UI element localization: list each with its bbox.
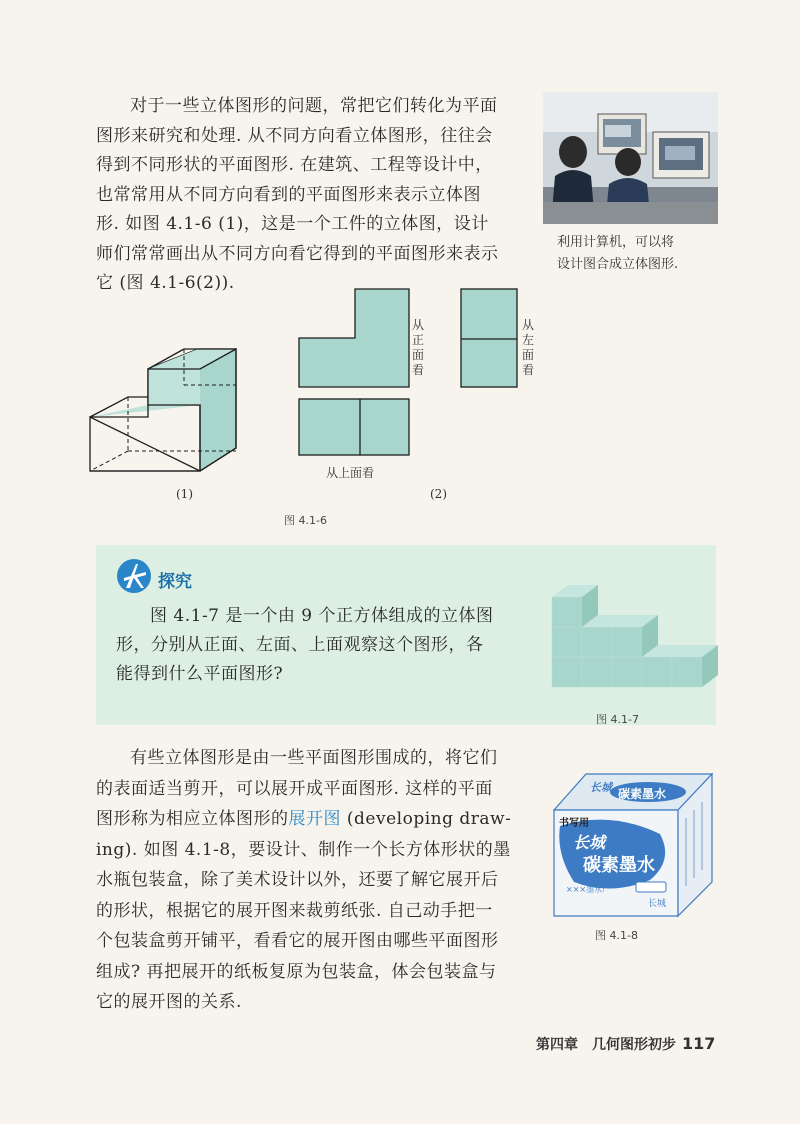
left-view-label-char-1: 从 <box>521 318 534 332</box>
explore-icon <box>116 558 152 594</box>
front-view-shape <box>298 288 410 388</box>
intro-paragraph <box>96 92 536 299</box>
figure-4-1-7-caption: 图 4.1-7 <box>596 713 639 726</box>
photo-caption-line-1: 利用计算机，可以将 <box>557 235 675 250</box>
front-view-label-char-3: 面 <box>411 348 424 362</box>
chapter-title: 第四章 几何图形初步 <box>536 1037 676 1053</box>
box-front-brand: 长城 <box>573 833 606 852</box>
net-line-6: 的形状，根据它的展开图来裁剪纸张. 自己动手把一 <box>96 900 493 921</box>
left-view-shape <box>460 288 518 388</box>
stepped-solid-figure <box>88 345 248 475</box>
intro-line-5: 形. 如图 4.1-6 (1)，这是一个工件的立体图，设计 <box>96 214 489 234</box>
explore-paragraph <box>116 602 536 689</box>
box-front-product: 碳素墨水 <box>583 855 655 876</box>
left-view-label <box>521 318 535 378</box>
box-front-maker: ×××墨水厂 <box>566 885 611 894</box>
left-view-label-char-2: 左 <box>521 333 534 347</box>
net-line-3-pre: 图形称为相应立体图形的 <box>96 809 289 829</box>
front-view-label-char-4: 看 <box>411 363 424 377</box>
explore-line-3: 能得到什么平面图形? <box>116 664 284 684</box>
box-front-tag: 书写用 <box>559 818 589 829</box>
intro-line-2: 图形来研究和处理. 从不同方向看立体图形，往往会 <box>96 125 493 146</box>
intro-line-4: 也常常用从不同方向看到的平面图形来表示立体图 <box>96 184 481 205</box>
intro-line-3: 得到不同形状的平面图形. 在建筑、工程等设计中， <box>96 155 493 175</box>
intro-line-1: 对于一些立体图形的问题，常把它们转化为平面 <box>130 96 498 116</box>
net-line-2: 的表面适当剪开，可以展开成平面图形. 这样的平面 <box>96 778 493 799</box>
box-top-brand: 长城 <box>590 781 612 794</box>
net-line-3 <box>96 804 536 835</box>
net-line-1: 有些立体图形是由一些平面图形围成的，将它们 <box>130 748 498 768</box>
figure-4-1-6-sub2-label: (2) <box>430 487 447 501</box>
page-number: 117 <box>682 1034 716 1053</box>
figure-4-1-6-caption: 图 4.1-6 <box>284 514 327 527</box>
nine-cube-figure <box>548 583 716 695</box>
left-view-label-char-3: 面 <box>521 348 534 362</box>
net-paragraph <box>96 743 536 1018</box>
net-line-7: 个包装盒剪开铺平，看看它的展开图由哪些平面图形 <box>96 931 499 951</box>
box-side-brand: 长城 <box>648 899 667 909</box>
developing-drawing-term: 展开图 <box>288 809 341 829</box>
net-line-4: ing). 如图 4.1-8，要设计、制作一个长方体形状的墨 <box>96 839 511 860</box>
explore-title: 探究 <box>158 572 192 592</box>
net-line-5: 水瓶包装盒，除了美术设计以外，还要了解它展开后 <box>96 870 499 890</box>
computer-photo <box>543 92 718 224</box>
net-line-8: 组成? 再把展开的纸板复原为包装盒，体会包装盒与 <box>96 961 497 982</box>
top-view-shape <box>298 398 410 456</box>
net-line-9: 它的展开图的关系. <box>96 992 242 1012</box>
intro-line-7: 它 (图 4.1-6(2)). <box>96 273 235 293</box>
photo-caption-line-2: 设计图合成立体图形. <box>557 257 679 272</box>
top-view-label: 从上面看 <box>326 466 375 480</box>
intro-line-6: 师们常常画出从不同方向看它得到的平面图形来表示 <box>96 243 499 264</box>
explore-line-2: 形，分别从正面、左面、上面观察这个图形，各 <box>116 635 484 655</box>
page-footer <box>536 1034 715 1054</box>
front-view-label-char-1: 从 <box>411 318 424 332</box>
left-view-label-char-4: 看 <box>521 363 534 377</box>
front-view-label <box>411 318 425 378</box>
net-line-3-post: (developing draw- <box>341 809 512 829</box>
figure-4-1-6-sub1-label: (1) <box>176 487 193 501</box>
figure-4-1-8-caption: 图 4.1-8 <box>595 929 638 942</box>
front-view-label-char-2: 正 <box>411 333 424 347</box>
explore-line-1: 图 4.1-7 是一个由 9 个正方体组成的立体图 <box>150 606 494 626</box>
photo-caption <box>557 232 678 276</box>
box-top-product: 碳素墨水 <box>618 787 667 801</box>
